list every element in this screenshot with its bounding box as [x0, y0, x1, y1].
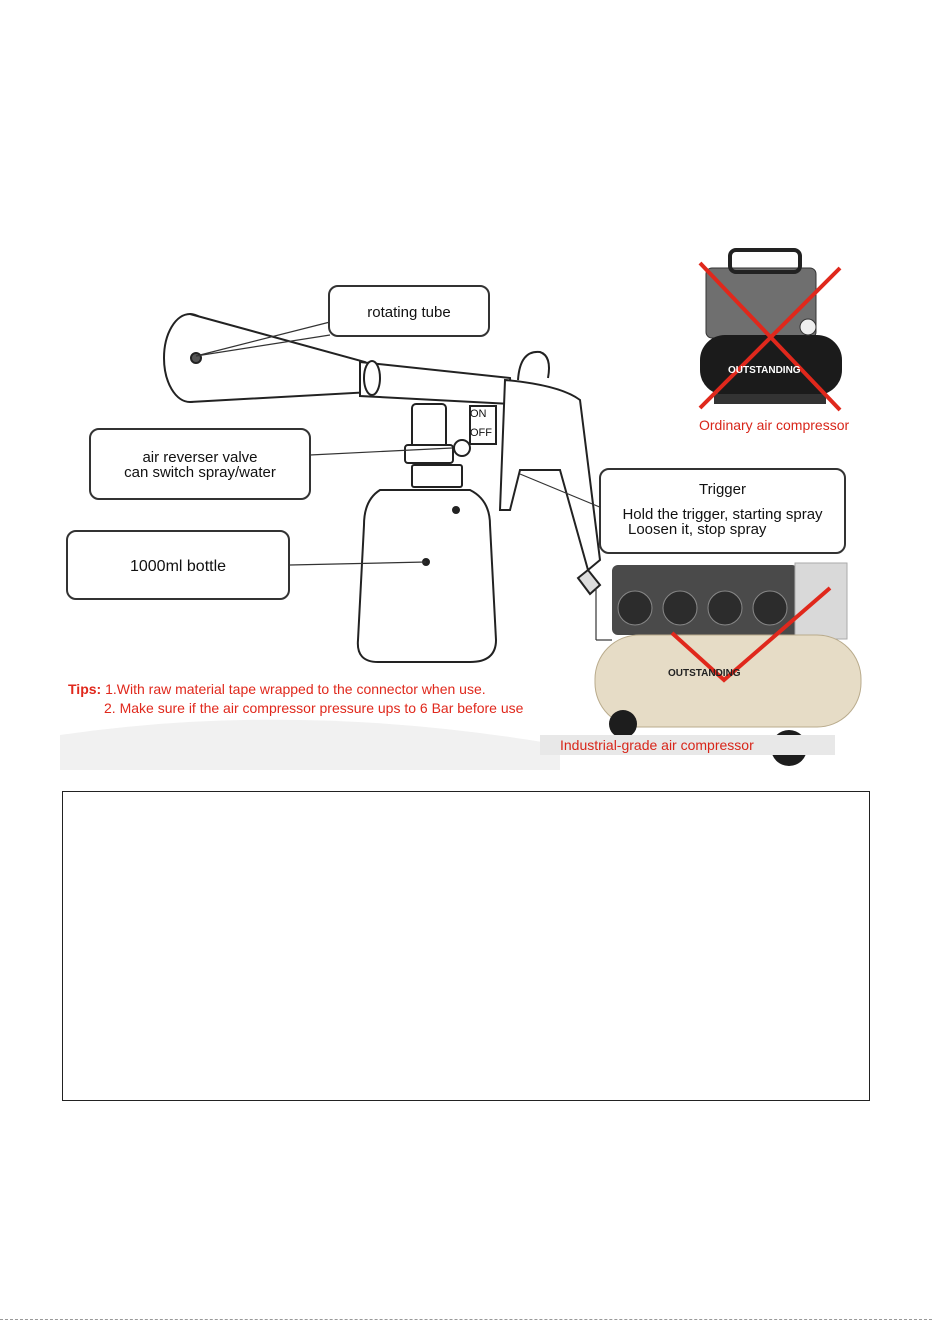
industrial-compressor-panel — [795, 563, 847, 639]
industrial-compressor-label: Industrial-grade air compressor — [560, 737, 754, 753]
valve-collar — [405, 445, 453, 463]
tips-label: Tips: — [68, 681, 102, 697]
empty-bordered-box — [62, 791, 870, 1101]
bottle-neck — [412, 465, 462, 487]
callout-bottle — [66, 530, 290, 600]
tips-text-1: 1.With raw material tape wrapped to the connector when use. — [105, 681, 486, 697]
callout-rotating-tube-text: rotating tube — [367, 304, 451, 321]
callout-trigger — [599, 468, 846, 554]
industrial-compressor-tank — [595, 635, 861, 727]
callout-trigger-line1: Hold the trigger, starting spray — [622, 506, 823, 523]
barrel-ring — [364, 361, 380, 395]
callout-rotating-tube — [328, 285, 490, 337]
valve-dot — [453, 507, 459, 513]
tips-text-2: 2. Make sure if the air compressor pressure ups to 6 Bar before use — [104, 700, 524, 716]
ordinary-compressor-gauge — [800, 319, 816, 335]
callout-air-reverser-valve — [89, 428, 311, 500]
callout-air-reverser-line2: can switch spray/water — [124, 464, 276, 481]
gun-handle — [500, 380, 600, 570]
page-bottom-rule — [0, 1319, 932, 1320]
background-shading — [60, 720, 560, 770]
valve-knob — [454, 440, 470, 456]
ordinary-compressor-brand: OUTSTANDING — [728, 365, 801, 376]
tips-line2 — [104, 700, 523, 716]
motor-fan-4 — [753, 591, 787, 625]
ordinary-compressor-label: Ordinary air compressor — [699, 417, 850, 433]
bottle-body — [358, 490, 496, 662]
industrial-compressor-illustration — [540, 563, 861, 766]
motor-fan-1 — [618, 591, 652, 625]
callout-bottle-text: 1000ml bottle — [129, 558, 227, 575]
rotating-tube-nozzle — [191, 353, 201, 363]
callout-trigger-title: Trigger — [699, 481, 746, 498]
gun-barrel — [360, 362, 512, 404]
ordinary-compressor-feet — [714, 394, 826, 404]
valve-on-label: ON — [470, 408, 487, 420]
motor-fan-3 — [708, 591, 742, 625]
tips-line1 — [68, 681, 486, 697]
industrial-wheel-left — [609, 710, 637, 738]
callout-air-reverser-line1: air reverser valve — [142, 449, 258, 466]
gun-hook — [518, 352, 549, 380]
motor-fan-2 — [663, 591, 697, 625]
industrial-compressor-brand: OUTSTANDING — [668, 668, 741, 679]
air-inlet — [578, 570, 600, 594]
callout-trigger-line2: Loosen it, stop spray — [628, 521, 767, 538]
ordinary-compressor-illustration — [700, 250, 842, 410]
valve-off-label: OFF — [470, 427, 492, 439]
